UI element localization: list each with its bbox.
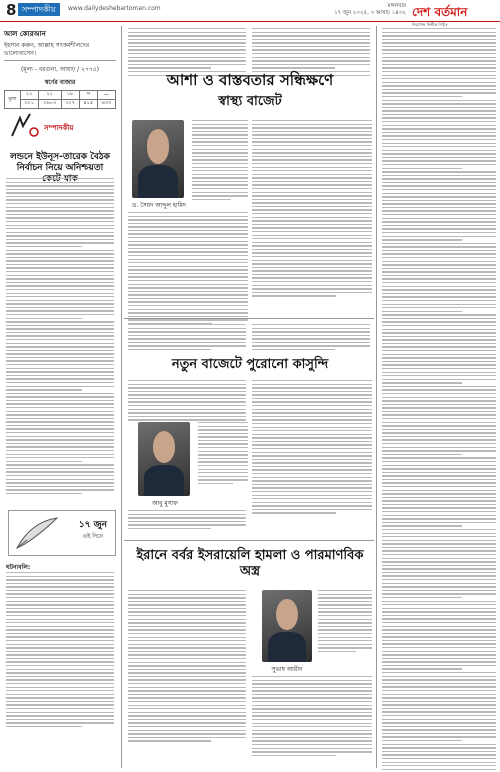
quote-author: আল কোরআন bbox=[4, 30, 46, 38]
article3-text-c bbox=[252, 676, 372, 758]
article2-text-a bbox=[128, 380, 246, 423]
article3-headline[interactable]: ইরানে বর্বর ইসরায়েলি হামলা ও পারমাণবিক অস্ত্র bbox=[136, 548, 364, 579]
article1-text-b bbox=[128, 212, 248, 327]
rates-corner: মূল্য bbox=[5, 91, 21, 109]
article2-headline[interactable]: নতুন বাজেটে পুরোনো কাসুন্দি bbox=[171, 357, 329, 372]
quill-icon bbox=[13, 514, 63, 554]
section-badge: সম্পাদকীয় bbox=[18, 3, 60, 16]
divider bbox=[4, 60, 116, 61]
article2-text-c bbox=[128, 510, 246, 531]
quote-text: ইহসান করুন, আল্লাহ সৎকর্মশীলদের ভালোবাসেন। bbox=[4, 42, 90, 57]
rates-col: — bbox=[97, 91, 115, 100]
logo-text: দেশ বর্তমান bbox=[412, 5, 468, 19]
article1-text-a bbox=[192, 120, 248, 202]
article3-text-a bbox=[128, 590, 246, 744]
author-caption-1: ড. সৈয়দ আব্দুল হামিদ bbox=[132, 202, 186, 209]
rates-cell: ৩২১ bbox=[20, 100, 38, 109]
article1-text-e bbox=[252, 324, 370, 353]
date-block bbox=[326, 3, 406, 17]
article1-text-d bbox=[128, 324, 246, 353]
newspaper-logo bbox=[412, 1, 496, 27]
article2-text-b bbox=[198, 422, 248, 486]
date-weekday: মঙ্গলবার bbox=[387, 3, 406, 9]
rates-box bbox=[4, 64, 116, 109]
masthead bbox=[0, 0, 500, 27]
rates-head: (মূল্য - বরগুনা, আষাঢ় / ২৭৭৫) bbox=[20, 66, 100, 73]
article2-text-d bbox=[252, 380, 372, 516]
right-column-text bbox=[382, 28, 496, 772]
rates-cell: ৩২৭ bbox=[61, 100, 79, 109]
column-rule bbox=[376, 26, 377, 768]
author-caption-3: সুভাষ আরীন bbox=[271, 666, 303, 673]
rates-cell: ৪১৫ bbox=[79, 100, 97, 109]
editorial-mark bbox=[8, 112, 112, 140]
logo-tagline: নিরপেক্ষ নির্ভীক নিখুঁত bbox=[412, 22, 448, 27]
rates-cell: ২৬০৩ bbox=[38, 100, 61, 109]
article1-headline[interactable]: আশা ও বাস্তবতার সন্ধিক্ষণে bbox=[166, 71, 334, 89]
rates-subhead: স্বর্ণের বাজার bbox=[44, 79, 76, 86]
rates-col: ২১ bbox=[38, 91, 61, 100]
page-number: 8 bbox=[6, 1, 17, 19]
rates-col: ২২ bbox=[20, 91, 38, 100]
rates-cell: ৬৩৩ bbox=[97, 100, 115, 109]
author-caption-2: আবু মুসাফ bbox=[152, 500, 178, 507]
events-heading: ঘটনাবলি: bbox=[6, 564, 31, 571]
author-photo-2 bbox=[138, 422, 190, 496]
website-url[interactable]: www.dailydeshebartoman.com bbox=[68, 5, 161, 12]
article1-headline-line2[interactable]: স্বাস্থ্য বাজেট bbox=[218, 94, 282, 109]
editorial-emblem-icon bbox=[8, 112, 42, 140]
editorial-headline[interactable]: লন্ডনে ইউনূস-তারেক বৈঠক নির্বাচন নিয়ে অনিশ্চয়তা bbox=[10, 152, 110, 173]
this-day-box bbox=[8, 510, 116, 556]
day-label: ১৭ জুন bbox=[78, 520, 107, 530]
day-sublabel: এই দিনে bbox=[82, 533, 103, 540]
column-rule bbox=[121, 26, 122, 768]
author-photo-3 bbox=[262, 590, 312, 662]
rates-col: ১৮ bbox=[61, 91, 79, 100]
quote-box bbox=[4, 28, 116, 58]
editorial-body bbox=[6, 178, 114, 496]
divider bbox=[124, 318, 374, 319]
rates-col: স bbox=[79, 91, 97, 100]
article3-text-b bbox=[318, 590, 372, 654]
rates-table bbox=[4, 90, 116, 109]
date-full: ১৭ জুন ২০২৫, ৩ আষাঢ় ১৪৩২ bbox=[333, 10, 406, 16]
divider bbox=[124, 540, 374, 541]
events-list bbox=[6, 572, 114, 729]
article1-text-c bbox=[252, 120, 372, 299]
author-photo-1 bbox=[132, 120, 184, 198]
editorial-label: সম্পাদকীয় bbox=[44, 124, 74, 132]
